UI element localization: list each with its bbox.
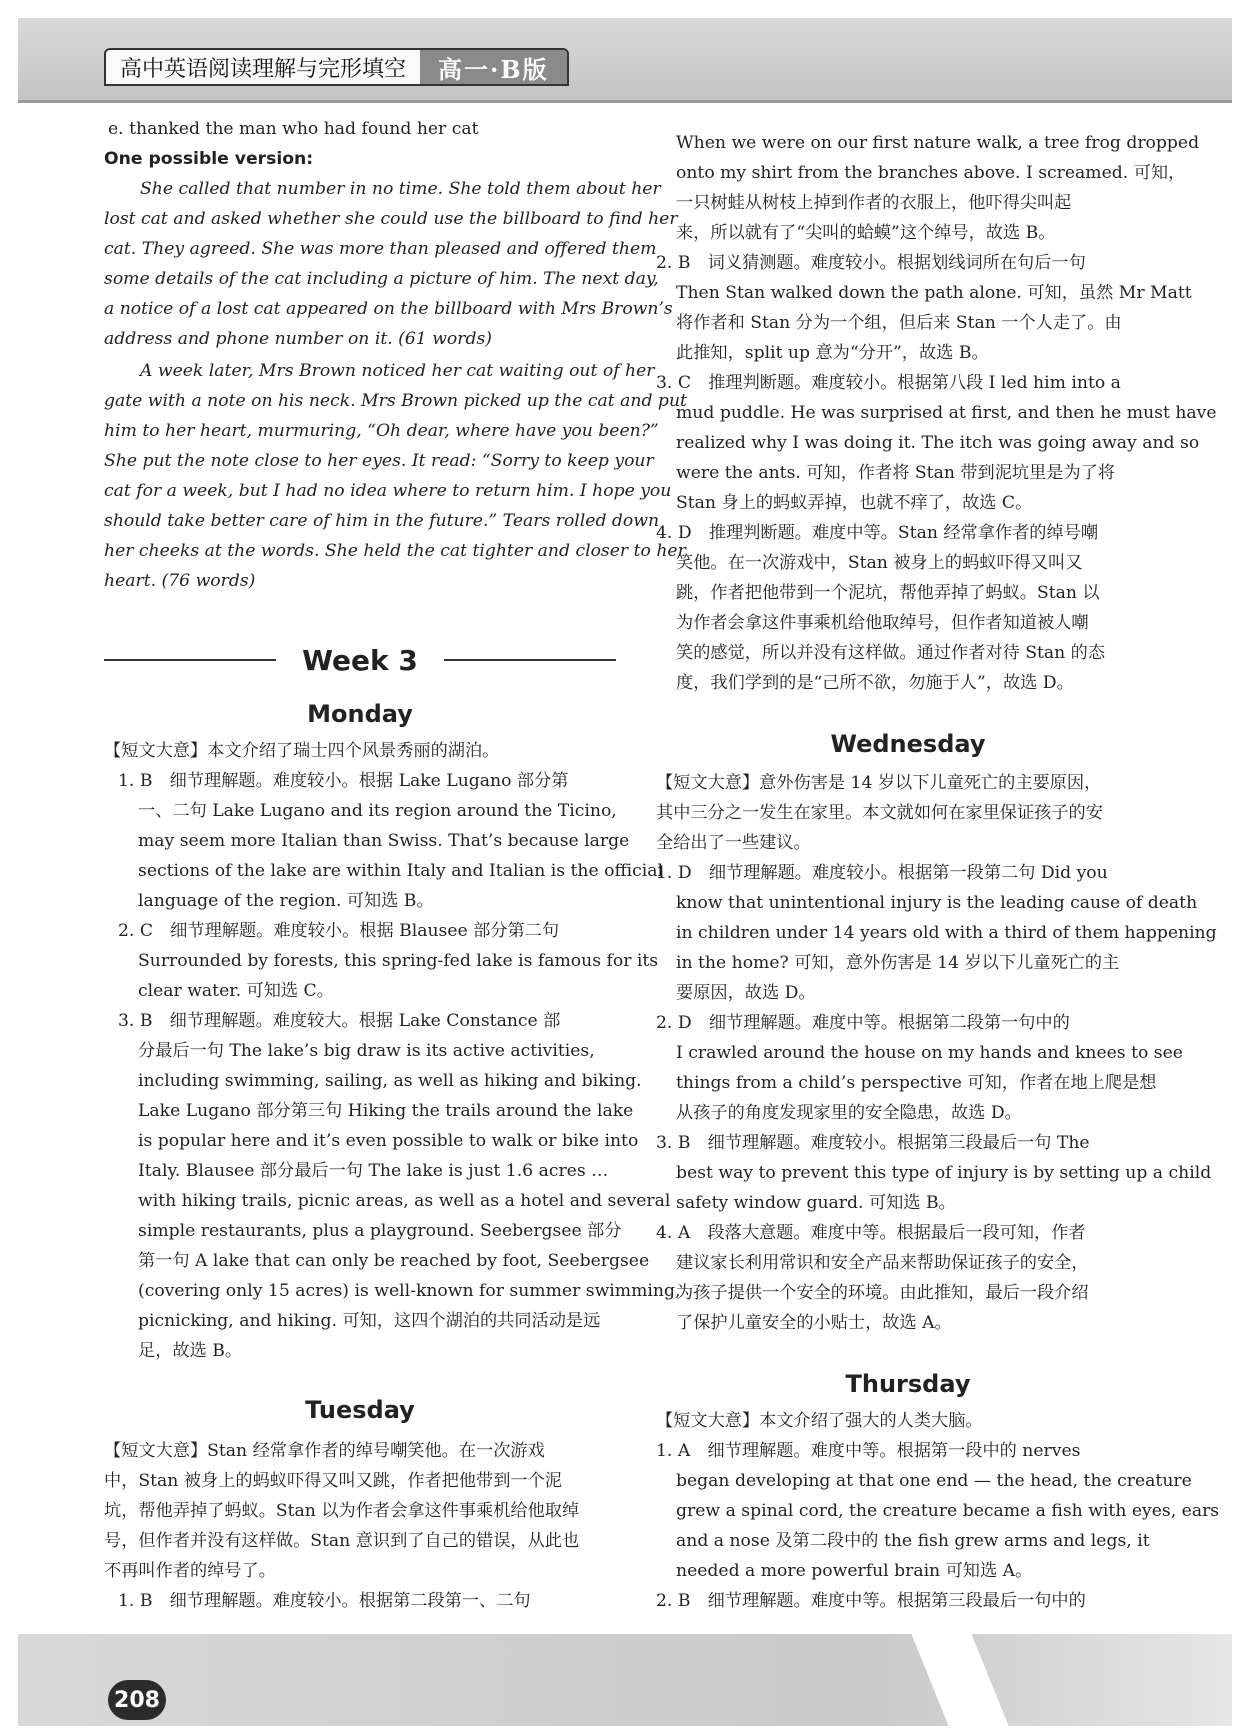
text-line: 4. A 段落大意题。难度中等。根据最后一段可知，作者: [656, 1223, 1086, 1243]
text-line: 一、二句 Lake Lugano and its region around the Ticino,: [138, 801, 617, 821]
text-line: 其中三分之一发生在家里。本文就如何在家里保证孩子的安: [656, 803, 1103, 823]
text-line: 全给出了一些建议。: [656, 833, 811, 853]
text-line: 将作者和 Stan 分为一个组，但后来 Stan 一个人走了。由: [676, 313, 1122, 333]
week-label: Week 3: [302, 643, 418, 677]
summary-line: 【短文大意】Stan 经常拿作者的绰号嘲笑他。在一次游戏: [104, 1441, 545, 1461]
text-line: her cheeks at the words. She held the cat tighter and closer to her: [104, 541, 686, 561]
text-line: 笑他。在一次游戏中，Stan 被身上的蚂蚁吓得又叫又: [676, 553, 1083, 573]
text-line: 为作者会拿这件事乘机给他取绰号，但作者知道被人嘲: [676, 613, 1089, 633]
header-tab: [104, 48, 569, 86]
text-line: 笑的感觉，所以并没有这样做。通过作者对待 Stan 的态: [676, 643, 1106, 663]
text-line: may seem more Italian than Swiss. That’s because large: [138, 831, 630, 851]
text-line: Then Stan walked down the path alone. 可知，虽然 Mr Matt: [676, 283, 1192, 303]
text-line: 度，我们学到的是“己所不欲，勿施于人”，故选 D。: [676, 673, 1074, 693]
summary-line: 【短文大意】本文介绍了瑞士四个风景秀丽的湖泊。: [104, 741, 500, 761]
text-line: is popular here and it’s even possible to walk or bike into: [138, 1131, 639, 1151]
text-line: 2. D 细节理解题。难度中等。根据第二段第一句中的: [656, 1013, 1070, 1033]
text-line: safety window guard. 可知选 B。: [676, 1193, 956, 1213]
text-line: and a nose 及第二段中的 the fish grew arms and legs, it: [676, 1531, 1150, 1551]
text-line: began developing at that one end — the head, the creature: [676, 1471, 1192, 1491]
text-line: best way to prevent this type of injury is by setting up a child: [676, 1163, 1212, 1183]
summary-line: 【短文大意】本文介绍了强大的人类大脑。: [656, 1411, 983, 1431]
text-line: were the ants. 可知，作者将 Stan 带到泥坑里是为了将: [676, 463, 1116, 483]
text-line: 为孩子提供一个安全的环境。由此推知，最后一段介绍: [676, 1283, 1089, 1303]
page-number: 208: [108, 1680, 166, 1720]
text-line: cat. They agreed. She was more than pleased and offered them: [104, 239, 657, 259]
text-line: him to her heart, murmuring, “Oh dear, where have you been?”: [104, 421, 659, 441]
text-line: 号，但作者并没有这样做。Stan 意识到了自己的错误，从此也: [104, 1531, 580, 1551]
text-line: a notice of a lost cat appeared on the billboard with Mrs Brown’s: [104, 299, 673, 319]
text-line: 来，所以就有了“尖叫的蛤蟆”这个绰号，故选 B。: [676, 223, 1056, 243]
text-line: 3. B 细节理解题。难度较小。根据第三段最后一句 The: [656, 1133, 1090, 1153]
text-line: gate with a note on his neck. Mrs Brown picked up the cat and put: [104, 391, 687, 411]
text-line: (covering only 15 acres) is well-known for summer swimming,: [138, 1281, 681, 1301]
text-line: grew a spinal cord, the creature became a fish with eyes, ears: [676, 1501, 1220, 1521]
text-line: with hiking trails, picnic areas, as well as a hotel and several: [138, 1191, 671, 1211]
text-line: 了保护儿童安全的小贴士，故选 A。: [676, 1313, 952, 1333]
text-line: 1. B 细节理解题。难度较小。根据第二段第一、二句: [118, 1591, 531, 1611]
text-line: 中，Stan 被身上的蚂蚁吓得又叫又跳，作者把他带到一个泥: [104, 1471, 562, 1491]
text-line: heart. (76 words): [104, 571, 256, 591]
text-line: onto my shirt from the branches above. I screamed. 可知，: [676, 163, 1186, 183]
text-line: know that unintentional injury is the leading cause of death: [676, 893, 1198, 913]
text-line: Surrounded by forests, this spring-fed lake is famous for its: [138, 951, 659, 971]
text-line: She called that number in no time. She told them about her: [140, 179, 661, 199]
text-line: 3. C 推理判断题。难度较小。根据第八段 I led him into a: [656, 373, 1121, 393]
text-line: 3. B 细节理解题。难度较大。根据 Lake Constance 部: [118, 1011, 561, 1031]
text-line: 2. B 细节理解题。难度中等。根据第三段最后一句中的: [656, 1591, 1086, 1611]
text-line: A week later, Mrs Brown noticed her cat waiting out of her: [140, 361, 655, 381]
text-line: 一只树蛙从树枝上掉到作者的衣服上，他吓得尖叫起: [676, 193, 1072, 213]
thursday-heading: Thursday: [845, 1370, 971, 1398]
text-line: When we were on our first nature walk, a tree frog dropped: [676, 133, 1200, 153]
text-line: I crawled around the house on my hands and knees to see: [676, 1043, 1183, 1063]
text-line: needed a more powerful brain 可知选 A。: [676, 1561, 1033, 1581]
text-line: in children under 14 years old with a third of them happening: [676, 923, 1217, 943]
monday-heading: Monday: [307, 700, 413, 728]
text-line: 坑，帮他弄掉了蚂蚁。Stan 以为作者会拿这件事乘机给他取绰: [104, 1501, 580, 1521]
text-line: 分最后一句 The lake’s big draw is its active activities,: [138, 1041, 595, 1061]
text-line: cat for a week, but I had no idea where to return him. I hope you: [104, 481, 672, 501]
text-line: sections of the lake are within Italy and Italian is the official: [138, 861, 664, 881]
footer-band: [18, 1634, 1232, 1726]
text-line: some details of the cat including a picture of him. The next day,: [104, 269, 659, 289]
text-line: address and phone number on it. (61 words): [104, 329, 492, 349]
text-line: e. thanked the man who had found her cat: [108, 119, 479, 139]
divider: [104, 659, 276, 661]
text-line: including swimming, sailing, as well as hiking and biking.: [138, 1071, 642, 1091]
week-title: [104, 640, 616, 680]
text-line: She put the note close to her eyes. It read: “Sorry to keep your: [104, 451, 654, 471]
text-line: things from a child’s perspective 可知，作者在地上爬是想: [676, 1073, 1157, 1093]
text-line: 此推知，split up 意为“分开”，故选 B。: [676, 343, 989, 363]
text-line: 足，故选 B。: [138, 1341, 243, 1361]
text-line: simple restaurants, plus a playground. Seebergsee 部分: [138, 1221, 622, 1241]
wednesday-heading: Wednesday: [830, 730, 986, 758]
summary-line: 【短文大意】意外伤害是 14 岁以下儿童死亡的主要原因，: [656, 773, 1102, 793]
text-line: 2. C 细节理解题。难度较小。根据 Blausee 部分第二句: [118, 921, 560, 941]
text-line: 要原因，故选 D。: [676, 983, 816, 1003]
text-line: 建议家长利用常识和安全产品来帮助保证孩子的安全，: [676, 1253, 1089, 1273]
tuesday-heading: Tuesday: [305, 1396, 415, 1424]
text-line: realized why I was doing it. The itch was going away and so: [676, 433, 1200, 453]
text-line: 不再叫作者的绰号了。: [104, 1561, 276, 1581]
edition-label: 高一·B版: [420, 50, 567, 84]
text-line: lost cat and asked whether she could use the billboard to find her: [104, 209, 678, 229]
text-line: should take better care of him in the future.” Tears rolled down: [104, 511, 660, 531]
version-label: One possible version:: [104, 149, 314, 169]
text-line: clear water. 可知选 C。: [138, 981, 334, 1001]
text-line: 2. B 词义猜测题。难度较小。根据划线词所在句后一句: [656, 253, 1086, 273]
text-line: Lake Lugano 部分第三句 Hiking the trails around the lake: [138, 1101, 634, 1121]
text-line: Stan 身上的蚂蚁弄掉，也就不痒了，故选 C。: [676, 493, 1033, 513]
text-line: 从孩子的角度发现家里的安全隐患，故选 D。: [676, 1103, 1022, 1123]
text-line: 第一句 A lake that can only be reached by foot, Seebergsee: [138, 1251, 650, 1271]
text-line: 跳，作者把他带到一个泥坑，帮他弄掉了蚂蚁。Stan 以: [676, 583, 1100, 603]
text-line: picnicking, and hiking. 可知，这四个湖泊的共同活动是远: [138, 1311, 601, 1331]
divider: [444, 659, 616, 661]
text-line: 1. A 细节理解题。难度中等。根据第一段中的 nerves: [656, 1441, 1081, 1461]
text-line: Italy. Blausee 部分最后一句 The lake is just 1.6 acres …: [138, 1161, 609, 1181]
text-line: 1. D 细节理解题。难度较小。根据第一段第二句 Did you: [656, 863, 1108, 883]
text-line: in the home? 可知，意外伤害是 14 岁以下儿童死亡的主: [676, 953, 1120, 973]
text-line: language of the region. 可知选 B。: [138, 891, 434, 911]
text-line: 1. B 细节理解题。难度较小。根据 Lake Lugano 部分第: [118, 771, 569, 791]
text-line: 4. D 推理判断题。难度中等。Stan 经常拿作者的绰号嘲: [656, 523, 1099, 543]
text-line: mud puddle. He was surprised at first, and then he must have: [676, 403, 1217, 423]
book-title: 高中英语阅读理解与完形填空: [120, 56, 407, 82]
